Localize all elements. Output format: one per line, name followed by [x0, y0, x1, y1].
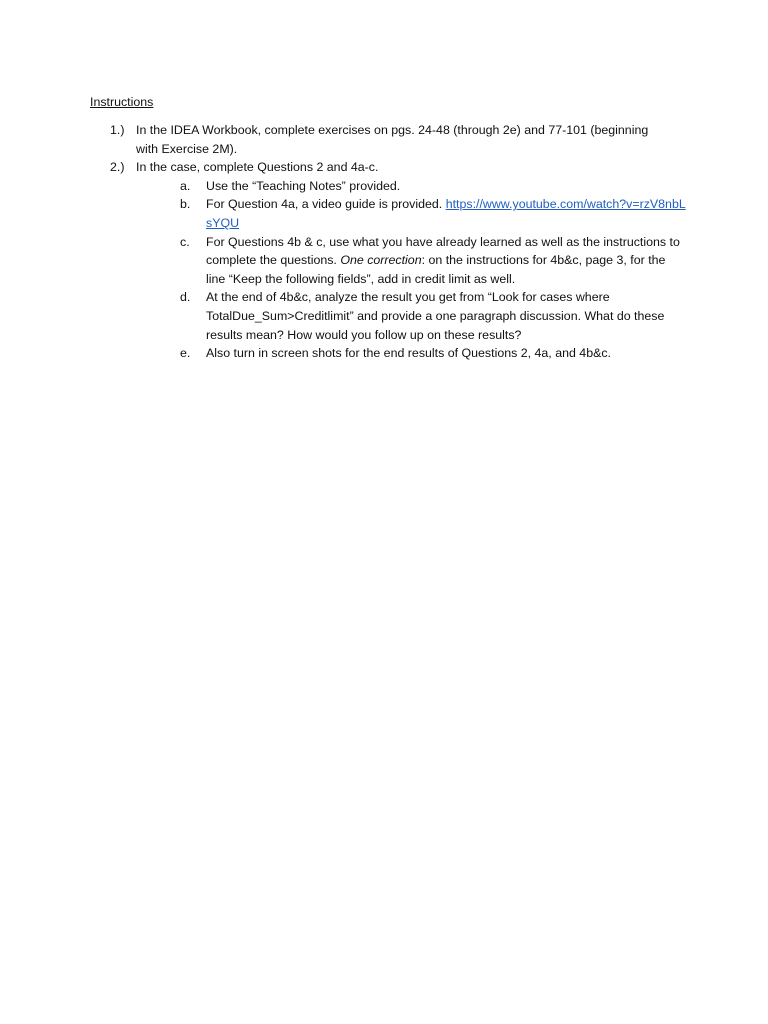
list-item-text: In the case, complete Questions 2 and 4a-c. [136, 160, 379, 175]
instructions-list [110, 121, 686, 363]
list-item-1 [110, 121, 670, 158]
list-item-text: In the IDEA Workbook, complete exercises on pgs. 24-48 (through 2e) and 77-101 (beginning with Exercise 2M). [136, 123, 649, 156]
sub-item-a [180, 177, 686, 196]
sub-item-d [180, 288, 686, 344]
sub-item-text: Also turn in screen shots for the end results of Questions 2, 4a, and 4b&c. [206, 346, 611, 361]
youtube-link[interactable]: https://www.youtube.com/watch?v=rzV8nbLsYQU [206, 197, 686, 230]
sub-item-text: For Question 4a, a video guide is provided. [206, 197, 446, 212]
sub-item-text-after: : on the instructions for 4b&c, page 3, for the line “Keep the following fields”, add in credit limit as well. [206, 253, 666, 286]
list-item-number: 1.) [110, 123, 125, 137]
sub-item-content [206, 233, 686, 289]
list-item-number: 2.) [110, 160, 125, 175]
correction-emphasis: One correction [340, 253, 422, 268]
sub-item-letter: e. [180, 346, 191, 361]
sub-item-content [206, 195, 686, 232]
instructions-heading: Instructions [90, 95, 154, 109]
list-item-content [136, 158, 686, 363]
sub-item-letter: c. [180, 234, 190, 249]
sub-item-letter: b. [180, 197, 191, 212]
sub-list [180, 177, 686, 363]
sub-item-text-before: For Questions 4b & c, use what you have already learned as well as the instructions to complete the questions. [206, 234, 680, 268]
sub-item-letter: d. [180, 290, 191, 305]
list-item-2 [110, 158, 686, 363]
sub-item-text: Use the “Teaching Notes” provided. [206, 178, 401, 193]
sub-item-e [180, 344, 686, 363]
sub-item-c [180, 233, 686, 289]
sub-item-letter: a. [180, 178, 191, 193]
sub-item-b [180, 195, 686, 232]
sub-item-text: At the end of 4b&c, analyze the result you get from “Look for cases where TotalDue_Sum>Creditlimit” and provide a one paragraph discussion. What do these results mean? How would you follow up on these results? [206, 290, 665, 342]
